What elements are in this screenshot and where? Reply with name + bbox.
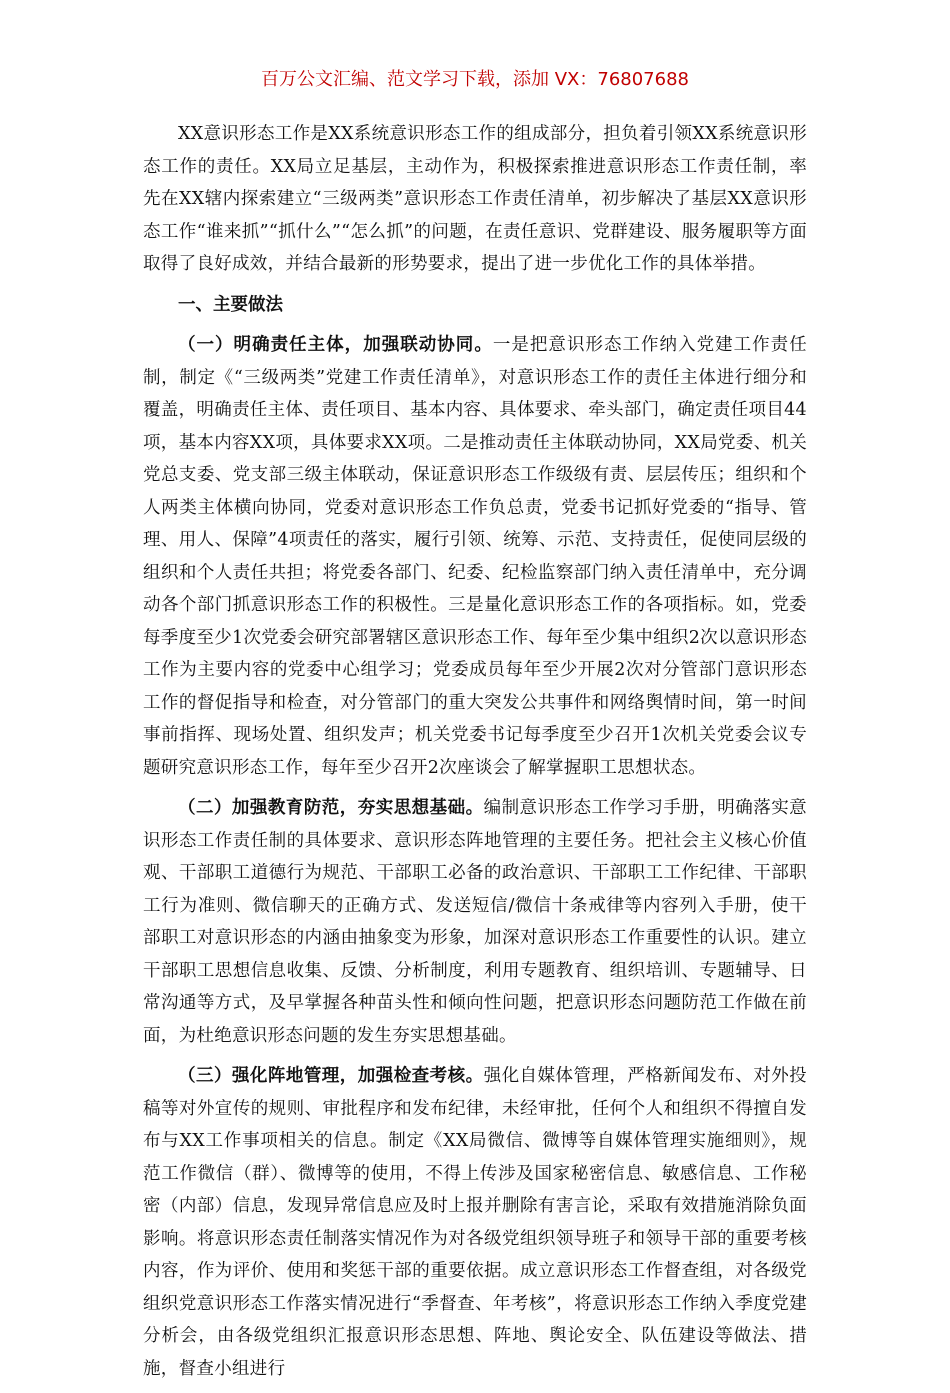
header-banner: 百万公文汇编、范文学习下载，添加 VX：76807688 <box>261 69 689 90</box>
item-lead-1: （一）明确责任主体，加强联动协同。 <box>178 335 493 355</box>
intro-paragraph: XX意识形态工作是XX系统意识形态工作的组成部分，担负着引领XX系统意识形态工作的责任。XX局立足基层，主动作为，积极探索推进意识形态工作责任制，率先在XX辖内探索建立“三级两类”意识形态工作责任清单，初步解决了基层XX意识形态工作“谁来抓”“抓什么”“怎么抓”的问题，在责任意识、党群建设、服务履职等方面取得了良好成效，并结合最新的形势要求，提出了进一步优化工作的具体举措。 <box>143 124 807 274</box>
item-lead-3: （三）强化阵地管理，加强检查考核。 <box>178 1066 484 1086</box>
item-paragraph-2 <box>143 792 807 1052</box>
document-body <box>143 118 807 1393</box>
section-heading-main-practices: 一、主要做法 <box>178 294 283 315</box>
item-paragraph-1 <box>143 329 807 784</box>
item-text-2: 编制意识形态工作学习手册，明确落实意识形态工作责任制的具体要求、意识形态阵地管理的主要任务。把社会主义核心价值观、干部职工道德行为规范、干部职工必备的政治意识、干部职工工作纪律、干部职工行为准则、微信聊天的正确方式、发送短信/微信十条戒律等内容列入手册，使干部职工对意识形态的内涵由抽象变为形象，加深对意识形态工作重要性的认识。建立干部职工思想信息收集、反馈、分析制度，利用专题教育、组织培训、专题辅导、日常沟通等方式，及早掌握各种苗头性和倾向性问题，把意识形态问题防范工作做在前面，为杜绝意识形态问题的发生夯实思想基础。 <box>143 798 807 1046</box>
item-text-1: 一是把意识形态工作纳入党建工作责任制，制定《“三级两类”党建工作责任清单》，对意识形态工作的责任主体进行细分和覆盖，明确责任主体、责任项目、基本内容、具体要求、牵头部门，确定责任项目44项，基本内容XX项，具体要求XX项。二是推动责任主体联动协同，XX局党委、机关党总支委、党支部三级主体联动，保证意识形态工作级级有责、层层传压；组织和个人两类主体横向协同，党委对意识形态工作负总责，党委书记抓好党委的“指导、管理、用人、保障”4项责任的落实，履行引领、统筹、示范、支持责任，促使同层级的组织和个人责任共担；将党委各部门、纪委、纪检监察部门纳入责任清单中，充分调动各个部门抓意识形态工作的积极性。三是量化意识形态工作的各项指标。如，党委每季度至少1次党委会研究部署辖区意识形态工作、每年至少集中组织2次以意识形态工作为主要内容的党委中心组学习；党委成员每年至少开展2次对分管部门意识形态工作的督促指导和检查，对分管部门的重大突发公共事件和网络舆情时间，第一时间事前指挥、现场处置、组织发声；机关党委书记每季度至少召开1次机关党委会议专题研究意识形态工作，每年至少召开2次座谈会了解掌握职工思想状态。 <box>143 335 807 778</box>
item-text-3: 强化自媒体管理，严格新闻发布、对外投稿等对外宣传的规则、审批程序和发布纪律，未经审批，任何个人和组织不得擅自发布与XX工作事项相关的信息。制定《XX局微信、微博等自媒体管理实施细则》，规范工作微信（群）、微博等的使用，不得上传涉及国家秘密信息、敏感信息、工作秘密（内部）信息，发现异常信息应及时上报并删除有害言论，采取有效措施消除负面影响。将意识形态责任制落实情况作为对各级党组织领导班子和领导干部的重要考核内容，作为评价、使用和奖惩干部的重要依据。成立意识形态工作督查组，对各级党组织党意识形态工作落实情况进行“季督查、年考核”，将意识形态工作纳入季度党建分析会，由各级党组织汇报意识形态思想、阵地、舆论安全、队伍建设等做法、措施，督查小组进行 <box>143 1066 807 1379</box>
item-lead-2: （二）加强教育防范，夯实思想基础。 <box>178 798 484 818</box>
item-paragraph-3 <box>143 1060 807 1385</box>
